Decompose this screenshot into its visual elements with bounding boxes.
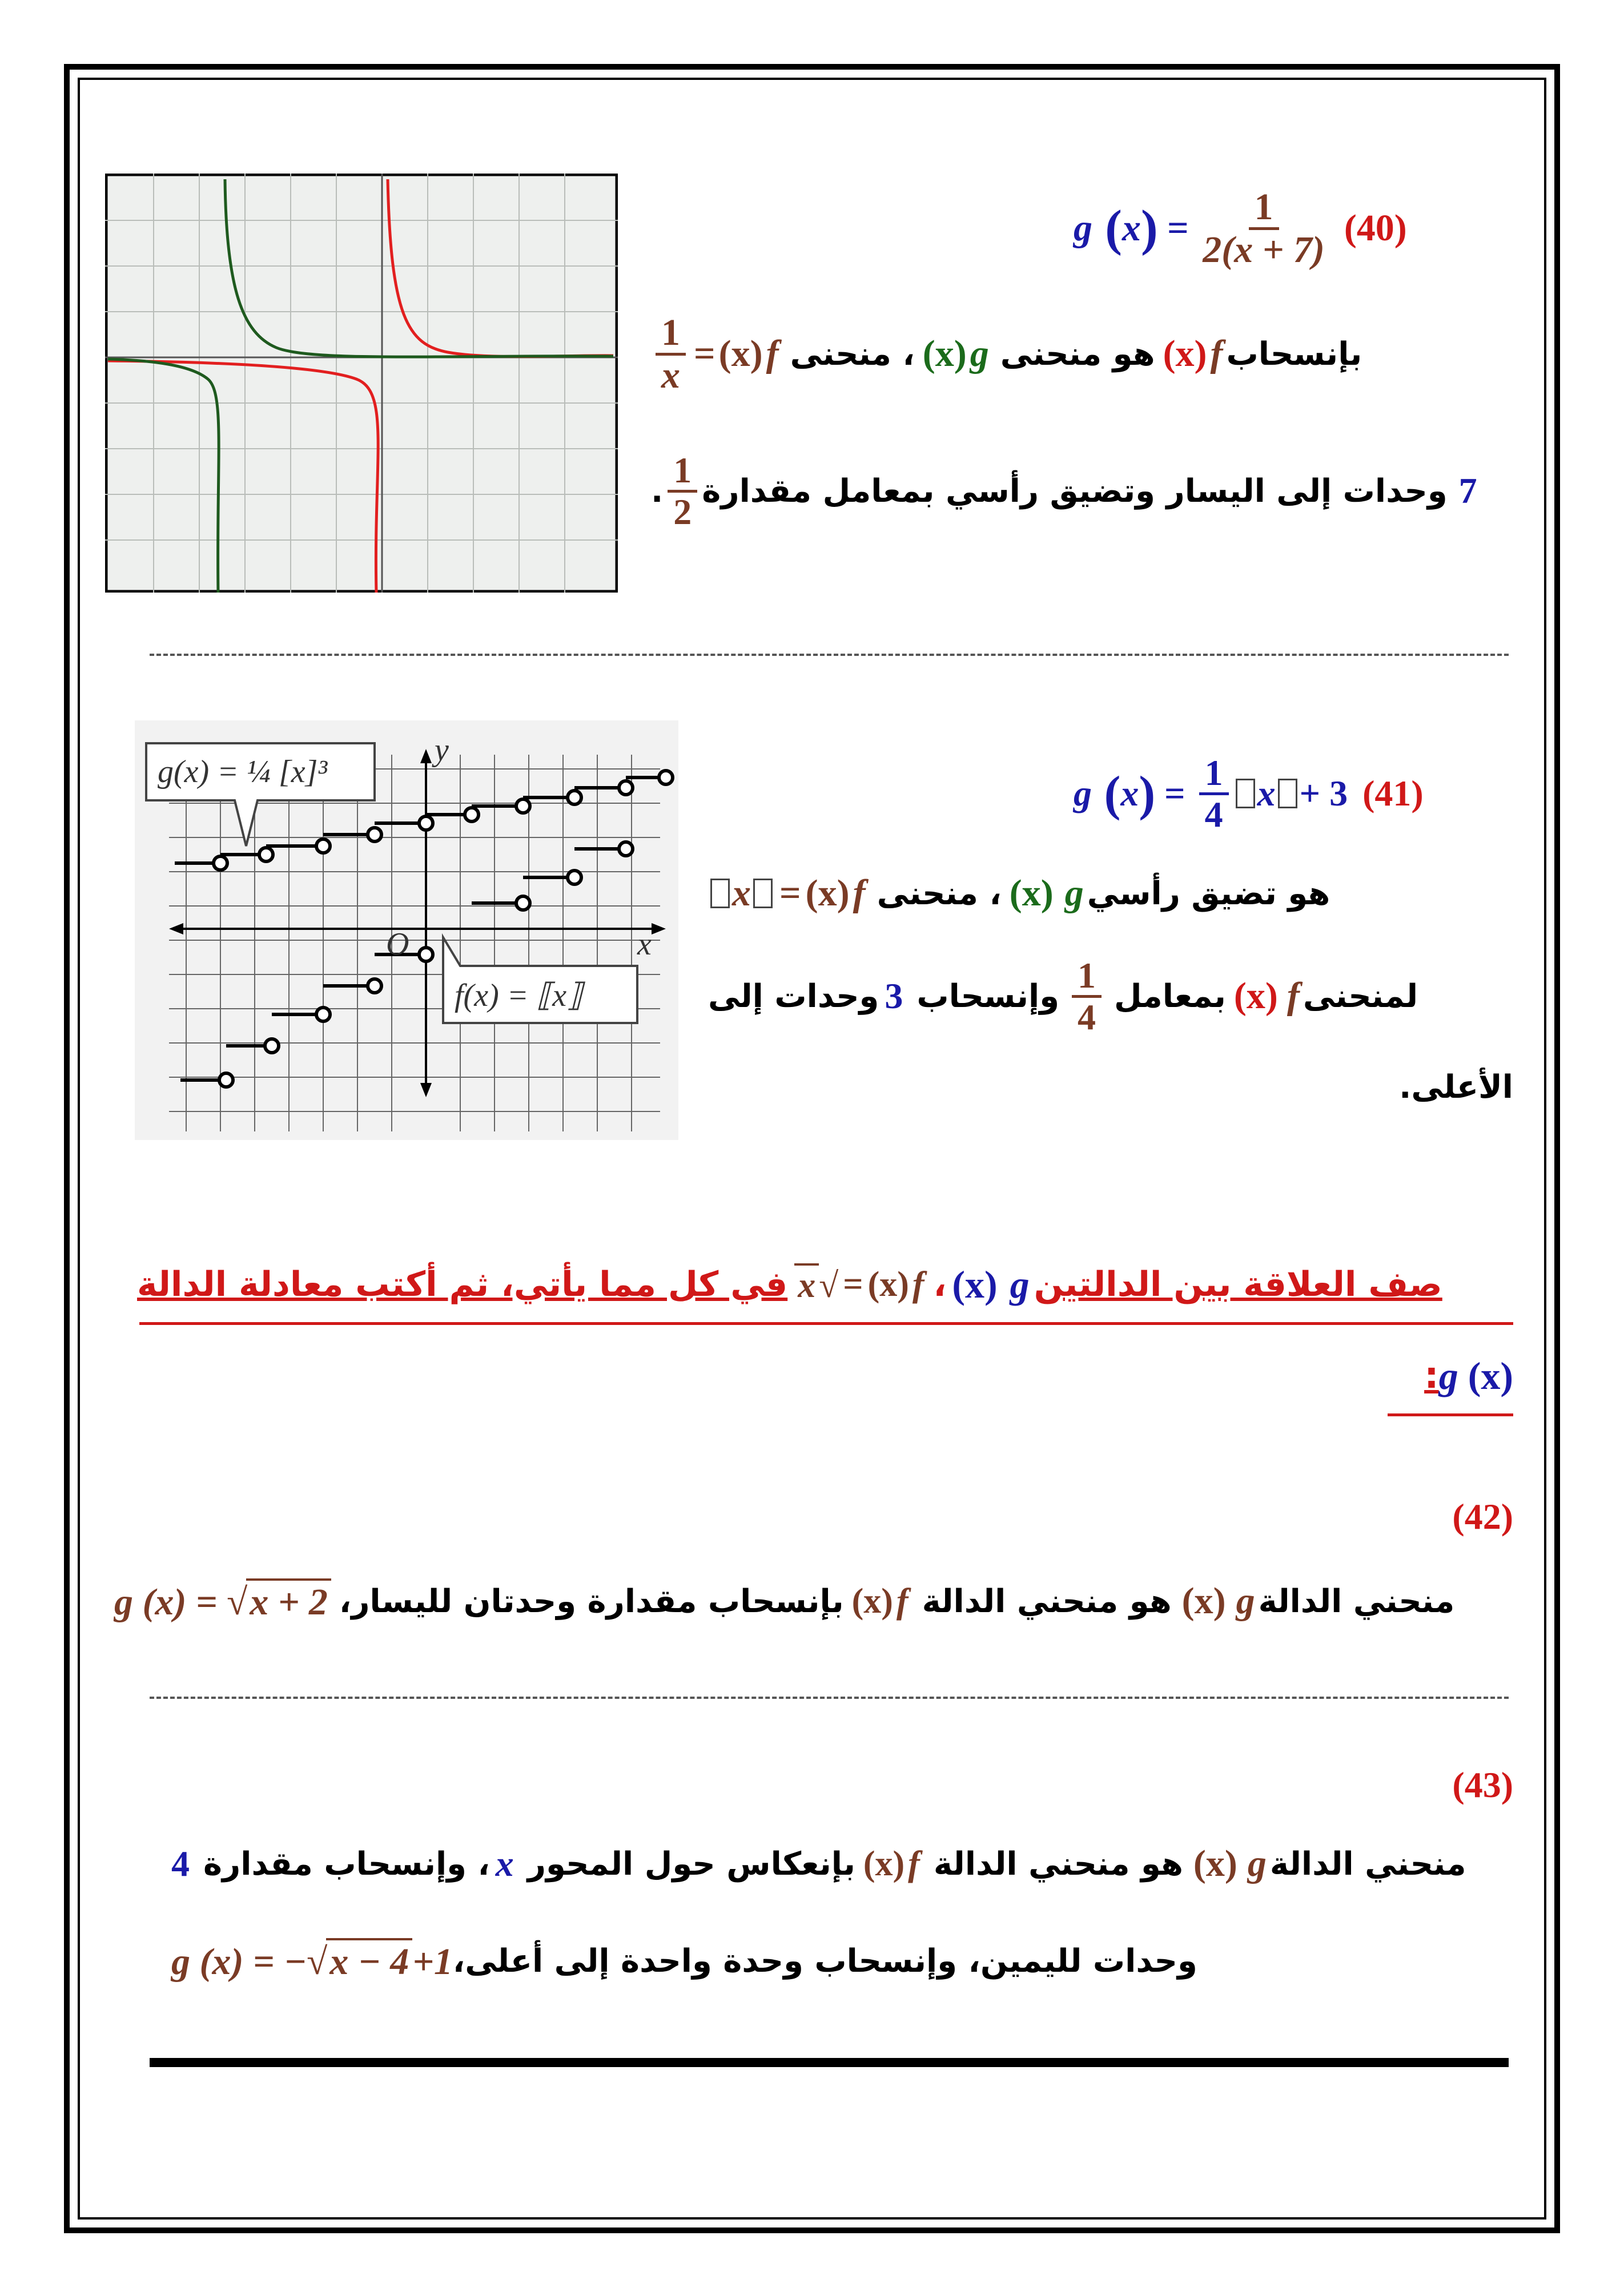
separator-2 — [150, 1697, 1509, 1699]
bottom-rule — [150, 2058, 1509, 2067]
graph-41-x-label: x — [637, 927, 652, 962]
p40-g: g — [1074, 207, 1092, 249]
section-heading-line1: صف العلاقة بين الدالتين g (x) ، f (x) = √x في كل مما يأتي، ثم أكتب معادلة الدالة — [137, 1262, 1442, 1306]
p41-line2: هو تضيق رأسي g (x) ، منحنى f (x) = x — [708, 851, 1513, 936]
p40-inverse-fraction: $\frac{1}{x}$ — [656, 313, 686, 395]
p43-line1: منحني الدالة g (x) هو منحني الدالة f (x) بإنعكاس حول المحور x ، وإنسحاب مقدارة 4 — [171, 1843, 1466, 1884]
p41-number: (41) — [1362, 773, 1424, 813]
p42-line: منحني الدالة g (x) هو منحني الدالة f (x) بإنسحاب مقدارة وحدتان لليسار، g (x) = √x + 2 — [114, 1558, 1513, 1644]
heading-underline-2 — [1388, 1413, 1513, 1416]
p40-line3: 7 وحدات إلى اليسار وتضيق رأسي بمعامل مقدارة $\frac{1}{2}$ . — [651, 450, 1477, 532]
p40-equation: g ( x ) = $\frac{1}{2(x + 7)}$ (40) — [1074, 186, 1407, 271]
heading-underline — [139, 1322, 1513, 1325]
graph-41-g-label: g(x) = ¼ [x]³ — [158, 754, 328, 789]
p41-quarter-fraction: $\frac{1}{4}$ — [1072, 956, 1102, 1036]
graph-40 — [105, 174, 618, 593]
p41-line4: الأعلى. — [1399, 1069, 1513, 1106]
p42-number: (42) — [1452, 1496, 1513, 1537]
p41-eq-fraction: $\frac{1}{4}$ — [1199, 754, 1229, 833]
graph-41 — [135, 720, 678, 1140]
p40-line2: بإنسحاب f (x) هو منحنى g (x) ، منحنى f (x) = $\frac{1}{x}$ — [651, 297, 1513, 411]
p40-half-fraction: $\frac{1}{2}$ — [668, 451, 697, 530]
p40-number: (40) — [1344, 207, 1407, 249]
p41-equation: g ( x ) = $\frac{1}{4}$ x + 3 (41) — [1074, 752, 1424, 835]
graph-41-y-label: y — [435, 732, 449, 768]
section-heading-line2: g (x) : — [1424, 1354, 1513, 1397]
p43-number: (43) — [1452, 1765, 1513, 1805]
graph-41-origin-label: O — [386, 927, 409, 962]
graph-41-f-label: f(x) = ⟦x⟧ — [455, 978, 582, 1013]
p40-eq-fraction: $\frac{1}{2(x + 7)}$ — [1203, 186, 1325, 271]
separator-1 — [150, 654, 1509, 656]
p41-line3: لمنحنى f (x) بمعامل $\frac{1}{4}$ وإنسحاب 3 وحدات إلى — [708, 955, 1418, 1037]
p43-line2: وحدات لليمين، وإنسحاب وحدة واحدة إلى أعلى، g (x) = −√x − 4+1 — [171, 1918, 1513, 2004]
